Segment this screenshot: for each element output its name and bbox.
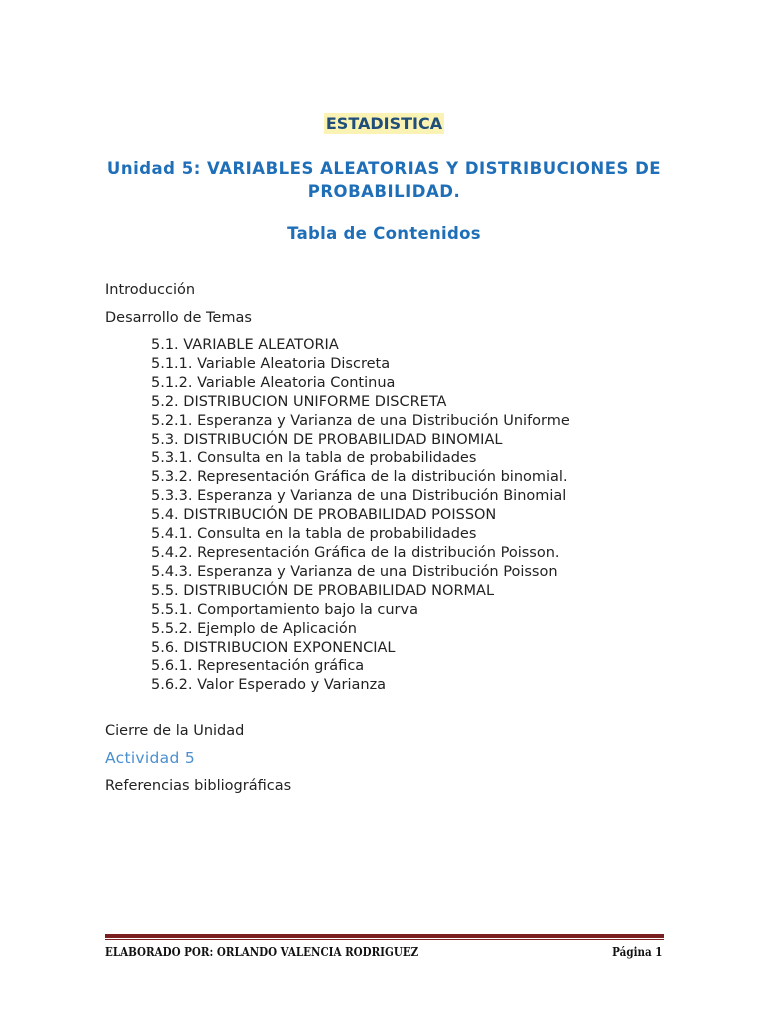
toc-subitem[interactable]: 5.5.1. Comportamiento bajo la curva (151, 601, 418, 618)
toc-subitem[interactable]: 5.4. DISTRIBUCIÓN DE PROBABILIDAD POISSON (151, 507, 497, 524)
toc-heading: Tabla de Contenidos (287, 224, 481, 243)
toc-subitem[interactable]: 5.5.2. Ejemplo de Aplicación (151, 620, 357, 637)
toc-item-introduccion[interactable]: Introducción (105, 282, 196, 298)
toc-subitem[interactable]: 5.1.1. Variable Aleatoria Discreta (151, 355, 391, 372)
unit-title: Unidad 5: VARIABLES ALEATORIAS Y DISTRIBUCIONES DE PROBABILIDAD. (106, 159, 662, 201)
toc-subitem[interactable]: 5.3.2. Representación Gráfica de la distribución binomial. (151, 469, 568, 486)
toc-subitem[interactable]: 5.1.2. Variable Aleatoria Continua (151, 374, 396, 391)
footer-author: ELABORADO POR: ORLANDO VALENCIA RODRIGUEZ (105, 945, 419, 959)
toc-subitem[interactable]: 5.6.2. Valor Esperado y Varianza (151, 677, 387, 694)
footer-page-number: Página 1 (611, 945, 662, 959)
toc-subtopics-list (151, 336, 570, 695)
toc-subitem[interactable]: 5.6. DISTRIBUCION EXPONENCIAL (151, 639, 396, 656)
toc-subitem[interactable]: 5.4.2. Representación Gráfica de la distribución Poisson. (151, 544, 560, 561)
toc-subitem[interactable]: 5.1. VARIABLE ALEATORIA (151, 337, 339, 353)
toc-subitem[interactable]: 5.3.3. Esperanza y Varianza de una Distribución Binomial (151, 488, 567, 505)
toc-subitem[interactable]: 5.6.1. Representación gráfica (151, 658, 365, 675)
toc-subitem[interactable]: 5.2. DISTRIBUCION UNIFORME DISCRETA (151, 393, 447, 410)
footer-divider-thin (105, 939, 664, 940)
toc-subitem[interactable]: 5.3.1. Consulta en la tabla de probabilidades (151, 450, 477, 467)
toc-subitem[interactable]: 5.4.1. Consulta en la tabla de probabilidades (151, 526, 477, 543)
toc-subitem[interactable]: 5.5. DISTRIBUCIÓN DE PROBABILIDAD NORMAL (151, 582, 495, 599)
toc-item-referencias[interactable]: Referencias bibliográficas (105, 778, 292, 794)
document-title-text: ESTADISTICA (325, 114, 443, 133)
toc-item-desarrollo[interactable]: Desarrollo de Temas (105, 310, 252, 326)
toc-item-actividad[interactable]: Actividad 5 (105, 749, 195, 767)
toc-subitem[interactable]: 5.4.3. Esperanza y Varianza de una Distribución Poisson (151, 563, 558, 580)
document-title (0, 114, 768, 133)
toc-item-cierre[interactable]: Cierre de la Unidad (105, 723, 245, 739)
footer-divider (105, 934, 664, 938)
toc-subitem[interactable]: 5.3. DISTRIBUCIÓN DE PROBABILIDAD BINOMIAL (151, 431, 503, 448)
toc-subitem[interactable]: 5.2.1. Esperanza y Varianza de una Distribución Uniforme (151, 412, 570, 429)
